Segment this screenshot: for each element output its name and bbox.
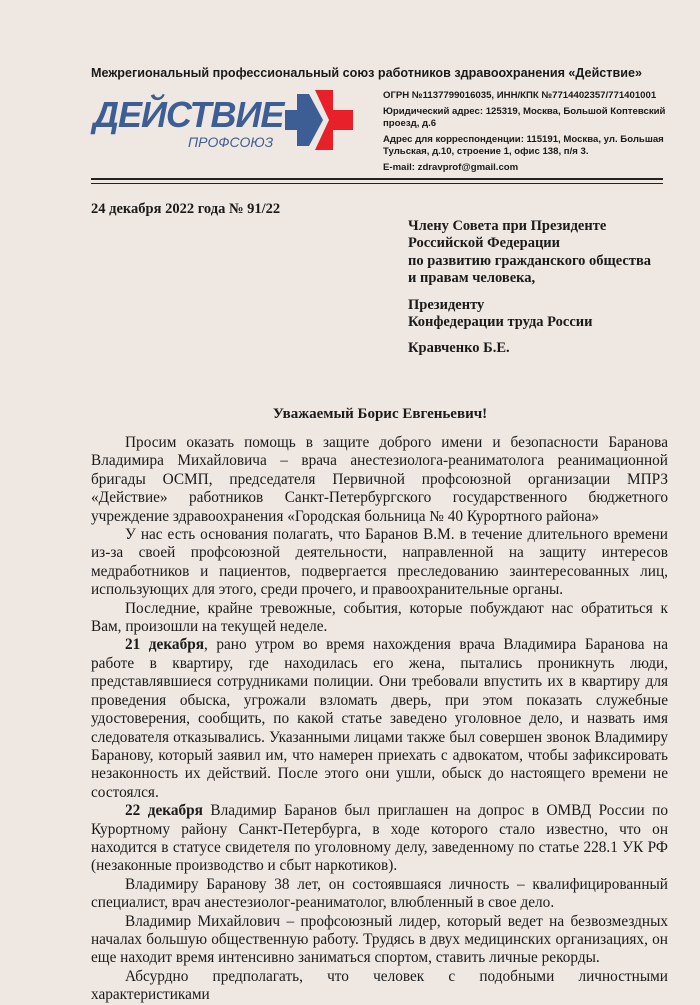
postal-address: Адрес для корреспонденции: 115191, Москва, ул. Большая Тульская, д.10, строение 1, офис 138, п/я 3. [383, 134, 664, 157]
addressee-line: Члену Совета при Президенте [408, 218, 607, 234]
paragraph: 22 декабря Владимир Баранов был приглашен на допрос в ОМВД России по Курортному району Санкт-Петербурга, в ходе которого стало известно, что он находится в статусе свидетеля по уголовному делу, заведенному по статье 228.1 УК РФ (незаконные производство и сбыт наркотиков). [91, 802, 668, 875]
addressee-name: Кравченко Б.Е. [408, 340, 510, 357]
paragraph: Владимиру Баранову 38 лет, он состоявшаяся личность – квалифицированный специалист, врач анестезиолог-реаниматолог, влюбленный в свое дело. [91, 875, 668, 912]
paragraph: Просим оказать помощь в защите доброго имени и безопасности Баранова Владимира Михайловича – врача анестезиолога-реаниматолога реанимационной бригады ОСМП, председателя Первичной профсоюзной организации МПРЗ «Действие» работников Санкт-Петербургского государственного бюджетного учреждение здравоохранения «Городская больница № 40 Курортного района» [91, 434, 668, 525]
paragraph: Последние, крайне тревожные, события, которые побуждают нас обратиться к Вам, произошли на текущей неделе. [91, 599, 668, 636]
ogrn-inn: ОГРН №1137799016035, ИНН/КПК №7714402357/771401001 [383, 90, 657, 101]
paragraph: 21 декабря, рано утром во время нахождения врача Владимира Баранова на работе в квартиру, где находилась его жена, пытались проникнуть люди, представлявшиеся сотрудниками полиции. Они требовали впустить их в квартиру для проведения обыска, угрожали взломать дверь, при этом показать служебные удостоверения, сообщить, по какой статье заведено уголовное дело, и назвать имя следователя отказывались. Указанными лицами также был совершен звонок Владимиру Баранову, который заявил им, что намерен приехать с адвокатом, чтобы зафиксировать незаконность их действий. После этого они ушли, обыск до настоящего времени не состоялся. [91, 636, 668, 801]
letter-body [91, 434, 668, 1005]
addressee-line: по развитию гражданского общества [408, 252, 652, 269]
greeting: Уважаемый Борис Евгеньевич! [272, 406, 488, 422]
addressee-line: Президенту [408, 296, 485, 313]
date-reference: 24 декабря 2022 года № 91/22 [91, 201, 281, 217]
paragraph: Владимир Михайлович – профсоюзный лидер, который ведет на безвозмездных началах большую общественную работу. Трудясь в двух медицинских организациях, он еще находит время интенсивно заниматься спортом, ставить личные рекорды. [91, 912, 668, 967]
logo-subtitle: ПРОФСОЮЗ [188, 134, 274, 150]
addressee-line: и правам человека, [408, 270, 536, 287]
addressee-line: Конфедерации труда России [408, 314, 593, 331]
letterhead-info [383, 90, 673, 178]
divider-thin [91, 183, 663, 184]
union-logo [93, 88, 358, 154]
legal-address: Юридический адрес: 125319, Москва, Большой Коптевский проезд, д.6 [383, 106, 666, 129]
addressee-line: Российской Федерации [408, 235, 561, 252]
divider-thick [91, 178, 663, 180]
addressee-block [408, 218, 651, 358]
paragraph: У нас есть основания полагать, что Баранов В.М. в течение длительного времени из-за своей профсоюзной деятельности, направленной на защиту интересов медработников и пациентов, подвергается преследованию заинтересованных лиц, использующих для этого, среди прочего, и правоохранительные органы. [91, 526, 668, 599]
email[interactable]: E-mail: zdravprof@gmail.com [383, 162, 519, 173]
logo-word: ДЕЙСТВИЕ [93, 94, 284, 135]
cross-arrow-icon [285, 88, 355, 152]
org-name: Межрегиональный профессиональный союз работников здравоохранения «Действие» [91, 66, 642, 80]
paragraph: Абсурдно предполагать, что человек с подобными личностными характеристиками [91, 967, 668, 1004]
